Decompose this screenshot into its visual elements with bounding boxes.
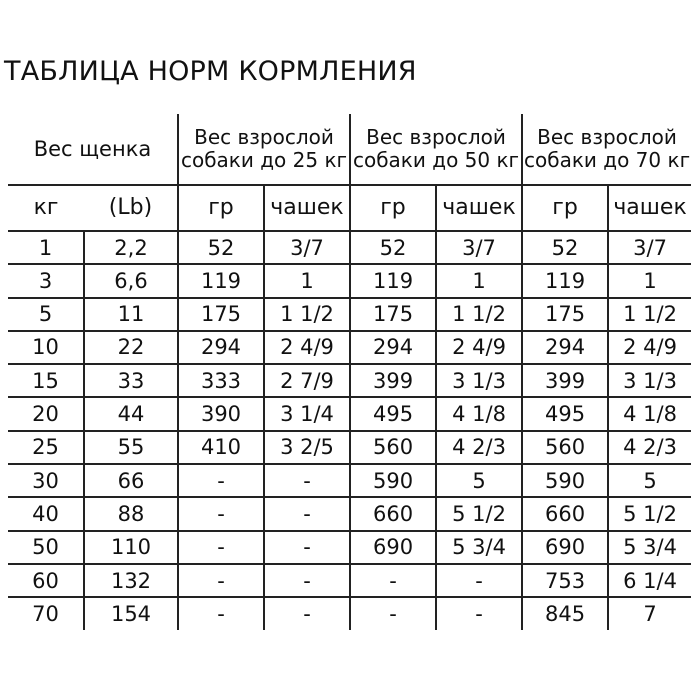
cell-gr-25: 175 [178, 298, 264, 331]
cell-kg: 5 [8, 298, 84, 331]
cell-lb: 88 [84, 497, 178, 530]
cell-gr-70: 175 [522, 298, 608, 331]
cell-cups-70: 5 1/2 [608, 497, 691, 530]
table-row [8, 464, 691, 497]
cell-lb: 55 [84, 431, 178, 464]
cell-cups-25: 2 7/9 [264, 364, 350, 397]
cell-cups-70: 7 [608, 597, 691, 629]
cell-cups-25: 1 1/2 [264, 298, 350, 331]
cell-gr-50: 399 [350, 364, 436, 397]
cell-cups-25: - [264, 497, 350, 530]
table-row [8, 264, 691, 297]
cell-cups-70: 4 2/3 [608, 431, 691, 464]
header-lb: (Lb) [84, 185, 178, 231]
header-adult-50-line2: собаки до 50 кг [352, 148, 520, 172]
table-row [8, 597, 691, 629]
table-body [8, 231, 691, 630]
cell-gr-70: 690 [522, 531, 608, 564]
cell-cups-25: 3 2/5 [264, 431, 350, 464]
cell-cups-25: - [264, 464, 350, 497]
cell-cups-50: 2 4/9 [436, 331, 522, 364]
cell-gr-70: 590 [522, 464, 608, 497]
cell-cups-50: 5 3/4 [436, 531, 522, 564]
cell-lb: 22 [84, 331, 178, 364]
cell-lb: 33 [84, 364, 178, 397]
cell-cups-70: 6 1/4 [608, 564, 691, 597]
cell-gr-50: 294 [350, 331, 436, 364]
header-puppy-weight: Вес щенка [33, 136, 152, 161]
cell-lb: 110 [84, 531, 178, 564]
cell-gr-25: 390 [178, 397, 264, 430]
cell-cups-70: 1 [608, 264, 691, 297]
cell-lb: 11 [84, 298, 178, 331]
table-row [8, 231, 691, 264]
table-row [8, 298, 691, 331]
cell-gr-50: 590 [350, 464, 436, 497]
cell-gr-50: 495 [350, 397, 436, 430]
group-header-row [8, 114, 691, 185]
cell-cups-70: 1 1/2 [608, 298, 691, 331]
cell-cups-50: 4 2/3 [436, 431, 522, 464]
cell-gr-50: 690 [350, 531, 436, 564]
cell-kg: 1 [8, 231, 84, 264]
header-adult-70-line2: собаки до 70 кг [524, 148, 691, 172]
cell-cups-70: 2 4/9 [608, 331, 691, 364]
cell-cups-25: 3 1/4 [264, 397, 350, 430]
cell-cups-25: - [264, 597, 350, 629]
cell-cups-50: 5 1/2 [436, 497, 522, 530]
cell-cups-50: 3/7 [436, 231, 522, 264]
header-adult-70-line1: Вес взрослой [537, 125, 677, 149]
header-gr-70: гр [522, 185, 608, 231]
header-cups-25: чашек [264, 185, 350, 231]
header-kg: кг [8, 185, 84, 231]
cell-cups-50: 1 [436, 264, 522, 297]
cell-gr-25: - [178, 564, 264, 597]
cell-kg: 50 [8, 531, 84, 564]
header-cups-50: чашек [436, 185, 522, 231]
cell-kg: 10 [8, 331, 84, 364]
cell-kg: 15 [8, 364, 84, 397]
cell-cups-50: - [436, 597, 522, 629]
cell-lb: 154 [84, 597, 178, 629]
cell-cups-70: 5 [608, 464, 691, 497]
table-row [8, 331, 691, 364]
cell-gr-70: 294 [522, 331, 608, 364]
cell-gr-70: 52 [522, 231, 608, 264]
cell-lb: 44 [84, 397, 178, 430]
cell-gr-25: 333 [178, 364, 264, 397]
cell-gr-70: 399 [522, 364, 608, 397]
cell-cups-70: 5 3/4 [608, 531, 691, 564]
cell-gr-25: - [178, 597, 264, 629]
header-adult-50-line1: Вес взрослой [366, 125, 506, 149]
cell-kg: 60 [8, 564, 84, 597]
cell-lb: 132 [84, 564, 178, 597]
cell-cups-25: - [264, 531, 350, 564]
feeding-table [8, 114, 691, 630]
cell-cups-50: 3 1/3 [436, 364, 522, 397]
cell-cups-50: 1 1/2 [436, 298, 522, 331]
cell-lb: 6,6 [84, 264, 178, 297]
header-adult-70 [522, 114, 691, 185]
cell-gr-50: 119 [350, 264, 436, 297]
cell-gr-70: 660 [522, 497, 608, 530]
cell-kg: 20 [8, 397, 84, 430]
header-adult-25-line2: собаки до 25 кг [180, 148, 348, 172]
unit-header-row [8, 185, 691, 231]
header-gr-25: гр [178, 185, 264, 231]
table-row [8, 431, 691, 464]
table-row [8, 397, 691, 430]
cell-kg: 25 [8, 431, 84, 464]
cell-gr-25: - [178, 497, 264, 530]
cell-kg: 30 [8, 464, 84, 497]
cell-gr-50: 52 [350, 231, 436, 264]
cell-gr-70: 119 [522, 264, 608, 297]
cell-gr-70: 845 [522, 597, 608, 629]
cell-gr-50: 175 [350, 298, 436, 331]
cell-lb: 66 [84, 464, 178, 497]
cell-kg: 40 [8, 497, 84, 530]
cell-gr-50: 660 [350, 497, 436, 530]
cell-gr-50: - [350, 564, 436, 597]
cell-cups-25: 1 [264, 264, 350, 297]
cell-gr-50: 560 [350, 431, 436, 464]
cell-cups-25: 2 4/9 [264, 331, 350, 364]
header-gr-50: гр [350, 185, 436, 231]
cell-cups-25: 3/7 [264, 231, 350, 264]
cell-kg: 70 [32, 601, 59, 626]
cell-gr-70: 560 [522, 431, 608, 464]
cell-cups-70: 3 1/3 [608, 364, 691, 397]
cell-gr-25: 52 [178, 231, 264, 264]
cell-gr-25: 119 [178, 264, 264, 297]
header-adult-25-line1: Вес взрослой [194, 125, 334, 149]
cell-gr-50: - [350, 597, 436, 629]
page-title: ТАБЛИЦА НОРМ КОРМЛЕНИЯ [4, 56, 417, 87]
header-cups-70: чашек [608, 185, 691, 231]
cell-cups-50: - [436, 564, 522, 597]
cell-kg: 3 [8, 264, 84, 297]
cell-lb: 2,2 [84, 231, 178, 264]
cell-cups-70: 3/7 [608, 231, 691, 264]
cell-gr-70: 753 [522, 564, 608, 597]
table-row [8, 364, 691, 397]
cell-gr-70: 495 [522, 397, 608, 430]
header-adult-50 [350, 114, 522, 185]
table-row [8, 564, 691, 597]
table-row [8, 497, 691, 530]
cell-gr-25: 410 [178, 431, 264, 464]
header-adult-25 [178, 114, 350, 185]
cell-cups-50: 4 1/8 [436, 397, 522, 430]
cell-cups-50: 5 [436, 464, 522, 497]
cell-gr-25: - [178, 464, 264, 497]
cell-gr-25: - [178, 531, 264, 564]
table-row [8, 531, 691, 564]
cell-gr-25: 294 [178, 331, 264, 364]
cell-cups-70: 4 1/8 [608, 397, 691, 430]
cell-cups-25: - [264, 564, 350, 597]
